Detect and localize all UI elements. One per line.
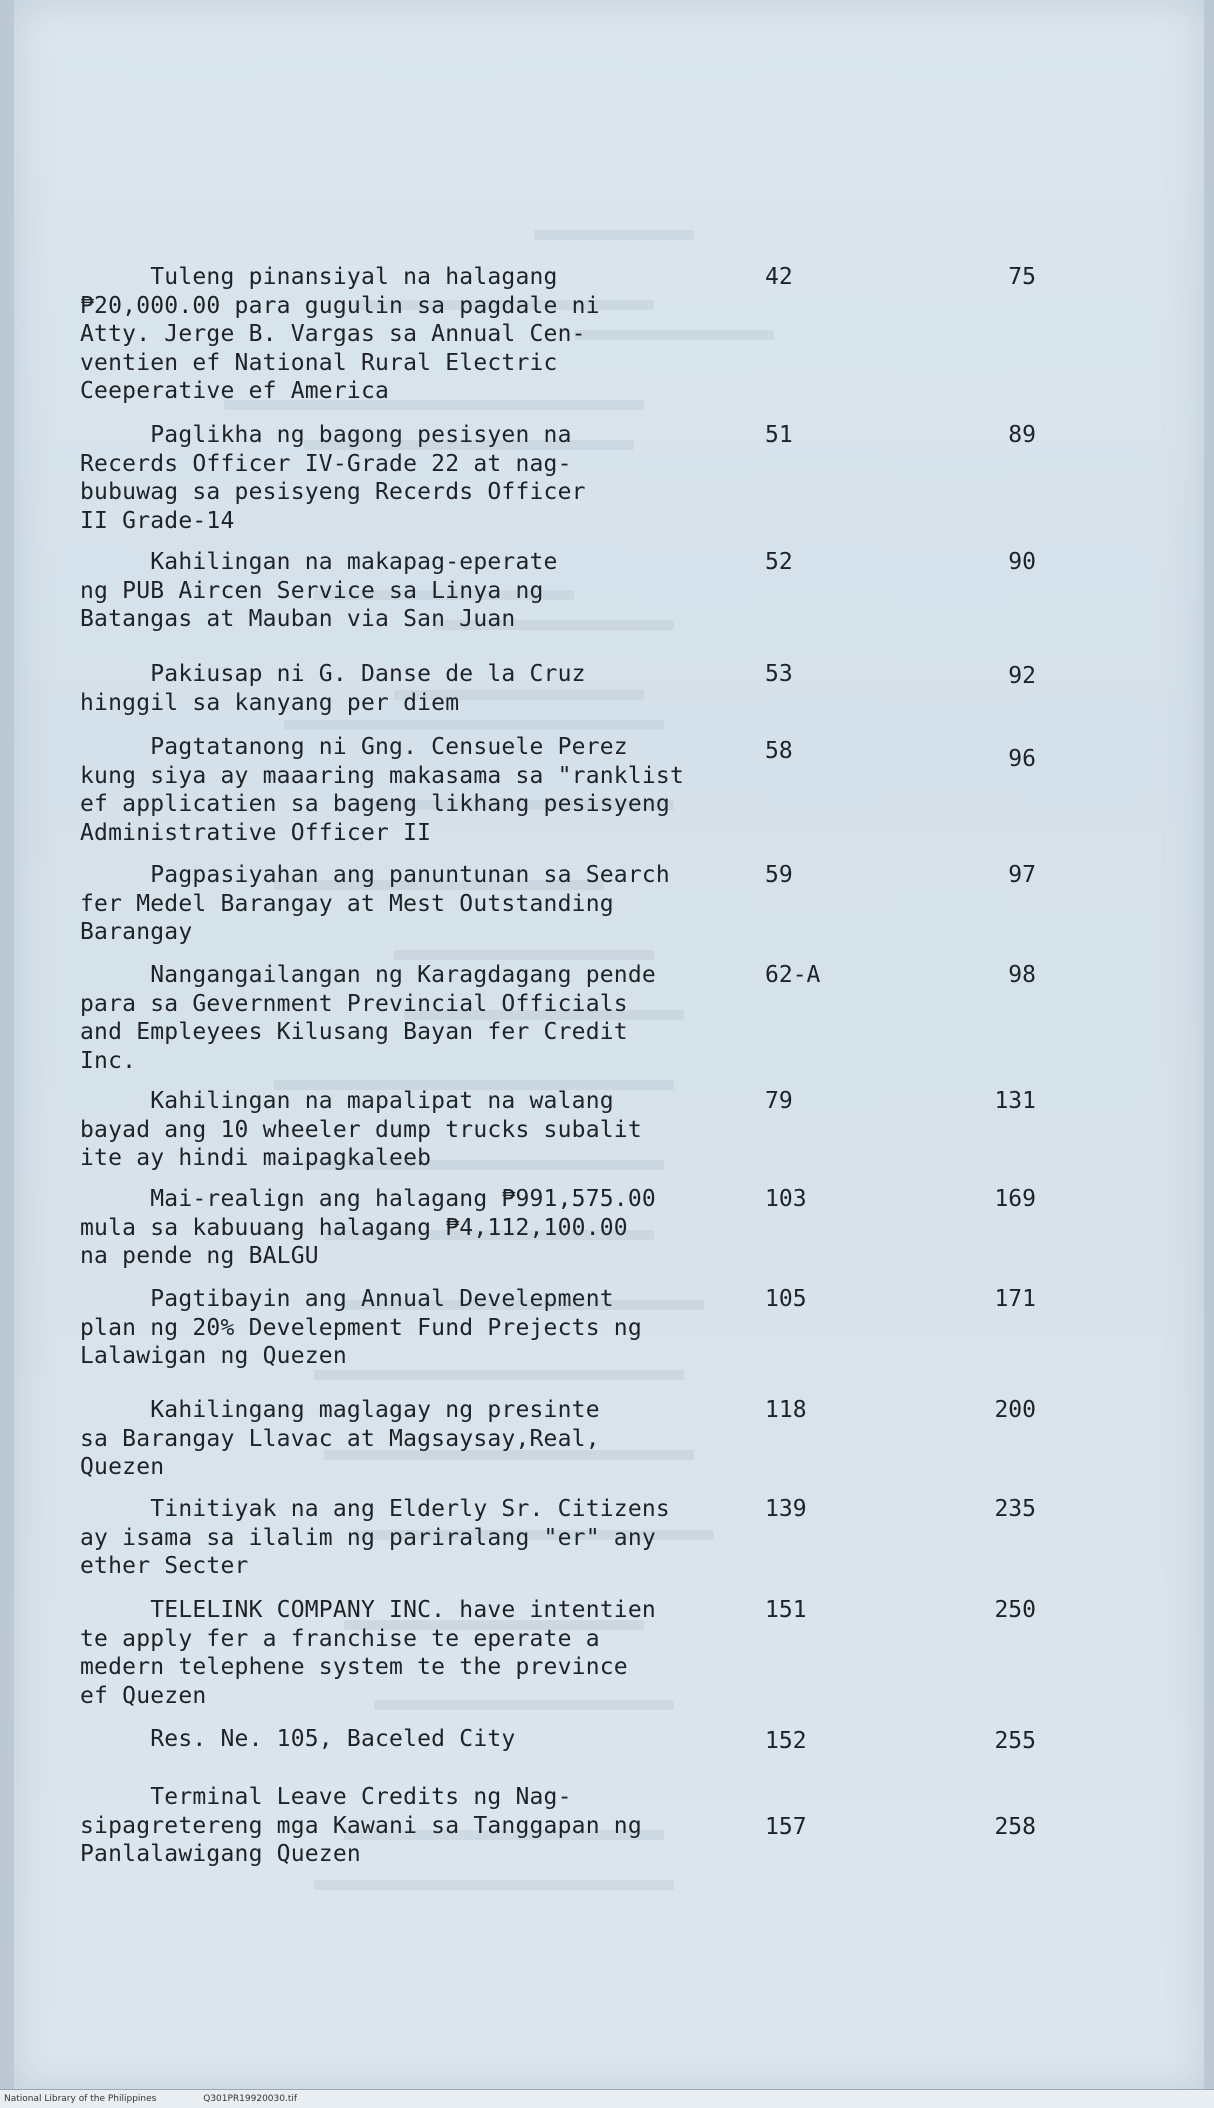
index-entry — [80, 861, 1200, 947]
index-entry — [80, 1725, 1200, 1754]
entry-reference-number: 235 — [994, 1496, 1036, 1522]
index-entry — [80, 1185, 1200, 1271]
index-entry — [80, 421, 1200, 535]
entry-text — [80, 1185, 700, 1271]
entry-page-number: 103 — [765, 1186, 807, 1212]
entry-text — [80, 263, 700, 406]
entry-text — [80, 1396, 700, 1482]
index-entry — [80, 961, 1200, 1075]
entry-line: ay isama sa ilalim ng pariralang "er" any — [80, 1524, 656, 1551]
entry-text — [80, 660, 700, 717]
entry-text — [80, 861, 700, 947]
bleed-through-line — [284, 720, 664, 730]
entry-line: Administrative Officer II — [80, 819, 432, 846]
entry-line: bubuwag sa pesisyeng Recerds Officer — [80, 479, 586, 505]
entry-page-number: 58 — [765, 738, 793, 764]
entry-line: plan ng 20% Develepment Fund Prejects ng — [80, 1314, 642, 1341]
entry-line: Quezen — [80, 1454, 165, 1480]
entry-page-number: 152 — [765, 1728, 807, 1754]
entry-page-number: 79 — [765, 1088, 793, 1114]
entry-line: Lalawigan ng Quezen — [80, 1343, 347, 1369]
entry-line: ng PUB Aircen Service sa Linya ng — [80, 577, 544, 604]
entry-line: Pagtibayin ang Annual Develepment — [80, 1286, 614, 1312]
entry-reference-number: 169 — [994, 1186, 1036, 1212]
entry-page-number: 53 — [765, 661, 793, 687]
entry-reference-number: 92 — [1008, 663, 1036, 689]
entry-line: Batangas at Mauban via San Juan — [80, 606, 516, 632]
entry-line: fer Medel Barangay at Mest Outstanding — [80, 890, 614, 917]
entry-line: kung siya ay maaaring makasama sa "ranklist — [80, 762, 685, 789]
entry-page-number: 59 — [765, 862, 793, 888]
entry-reference-number: 97 — [1008, 862, 1036, 888]
index-entry — [80, 548, 1200, 634]
entry-page-number: 105 — [765, 1286, 807, 1312]
entry-page-number: 42 — [765, 264, 793, 290]
entry-page-number: 52 — [765, 549, 793, 575]
entry-line: medern telephene system te the prevince — [80, 1654, 628, 1680]
entry-reference-number: 258 — [994, 1814, 1036, 1840]
index-entry — [80, 1396, 1200, 1482]
entry-line: Pakiusap ni G. Danse de la Cruz — [80, 661, 586, 687]
entry-text — [80, 548, 700, 634]
entry-line: bayad ang 10 wheeler dump trucks subalit — [80, 1116, 642, 1143]
entry-line: Barangay — [80, 919, 193, 945]
entry-line: ventien ef National Rural Electric — [80, 349, 558, 376]
entry-line: Ceeperative ef America — [80, 378, 390, 404]
entry-line: Res. Ne. 105, Baceled City — [80, 1726, 516, 1752]
entry-reference-number: 89 — [1008, 422, 1036, 448]
entry-line: Recerds Officer IV-Grade 22 at nag- — [80, 450, 572, 477]
entry-line: sa Barangay Llavac at Magsaysay,Real, — [80, 1425, 600, 1452]
entry-text — [80, 733, 700, 847]
entry-line: TELELINK COMPANY INC. have intentien — [80, 1597, 656, 1623]
entry-line: Atty. Jerge B. Vargas sa Annual Cen- — [80, 321, 586, 347]
index-entry — [80, 1087, 1200, 1173]
index-entry — [80, 1495, 1200, 1581]
index-entry — [80, 1285, 1200, 1371]
entry-text — [80, 1285, 700, 1371]
entry-reference-number: 98 — [1008, 962, 1036, 988]
scan-footer — [0, 2089, 1214, 2108]
entry-line: Kahilingang maglagay ng presinte — [80, 1397, 600, 1423]
entry-line: Mai-realign ang halagang ₱991,575.00 — [80, 1186, 656, 1212]
entry-text — [80, 1783, 700, 1869]
entry-line: and Empleyees Kilusang Bayan fer Credit — [80, 1019, 628, 1045]
index-entry — [80, 1596, 1200, 1710]
entry-line: ite ay hindi maipagkaleeb — [80, 1145, 432, 1171]
entry-page-number: 51 — [765, 422, 793, 448]
index-entry — [80, 733, 1200, 847]
entry-line: ef Quezen — [80, 1682, 207, 1709]
entry-reference-number: 255 — [994, 1728, 1036, 1754]
entry-line: Pagtatanong ni Gng. Censuele Perez — [80, 734, 628, 760]
index-entry — [80, 263, 1200, 406]
entry-line: Inc. — [80, 1047, 137, 1074]
file-id: Q301PR19920030.tif — [203, 2094, 298, 2104]
entry-text — [80, 421, 700, 535]
entry-page-number: 62-A — [765, 962, 821, 988]
entry-reference-number: 171 — [994, 1286, 1036, 1312]
bleed-through-line — [394, 950, 654, 960]
entry-line: Nangangailangan ng Karagdagang pende — [80, 962, 656, 988]
entry-line: ₱20,000.00 para gugulin sa pagdale ni — [80, 292, 600, 319]
entry-page-number: 151 — [765, 1597, 807, 1623]
entry-line: ether Secter — [80, 1553, 249, 1579]
entry-line: para sa Gevernment Previncial Officials — [80, 990, 628, 1017]
entry-line: na pende ng BALGU — [80, 1243, 319, 1269]
entry-line: Terminal Leave Credits ng Nag- — [80, 1784, 572, 1810]
entry-text — [80, 1495, 700, 1581]
entry-page-number: 139 — [765, 1496, 807, 1522]
library-credit: National Library of the Philippines — [4, 2094, 157, 2104]
entry-line: hinggil sa kanyang per diem — [80, 689, 460, 716]
entry-line: Tinitiyak na ang Elderly Sr. Citizens — [80, 1496, 670, 1522]
entry-line: Kahilingan na mapalipat na walang — [80, 1088, 614, 1114]
entry-line: Paglikha ng bagong pesisyen na — [80, 422, 572, 448]
entry-reference-number: 96 — [1008, 746, 1036, 772]
entry-line: II Grade-14 — [80, 507, 235, 534]
bleed-through-line — [314, 1370, 684, 1380]
entry-line: Kahilingan na makapag-eperate — [80, 549, 558, 575]
entry-line: sipagretereng mga Kawani sa Tanggapan ng — [80, 1812, 642, 1839]
entry-line: ef applicatien sa bageng likhang pesisyeng — [80, 791, 670, 817]
entry-reference-number: 250 — [994, 1597, 1036, 1623]
entry-line: Pagpasiyahan ang panuntunan sa Search — [80, 862, 670, 888]
document-page — [14, 0, 1204, 2090]
entry-reference-number: 131 — [994, 1088, 1036, 1114]
entry-text — [80, 1725, 700, 1754]
entry-reference-number: 90 — [1008, 549, 1036, 575]
entry-line: te apply fer a franchise te eperate a — [80, 1625, 600, 1652]
index-entry — [80, 1783, 1200, 1869]
bleed-through-line — [534, 230, 694, 240]
bleed-through-line — [314, 1880, 674, 1890]
entry-text — [80, 1087, 700, 1173]
entry-text — [80, 961, 700, 1075]
entry-page-number: 157 — [765, 1814, 807, 1840]
entry-line: Tuleng pinansiyal na halagang — [80, 264, 558, 290]
entry-page-number: 118 — [765, 1397, 807, 1423]
entry-line: mula sa kabuuang halagang ₱4,112,100.00 — [80, 1214, 628, 1241]
index-entry — [80, 660, 1200, 717]
entry-reference-number: 75 — [1008, 264, 1036, 290]
entry-reference-number: 200 — [994, 1397, 1036, 1423]
entry-text — [80, 1596, 700, 1710]
entry-line: Panlalawigang Quezen — [80, 1841, 361, 1867]
